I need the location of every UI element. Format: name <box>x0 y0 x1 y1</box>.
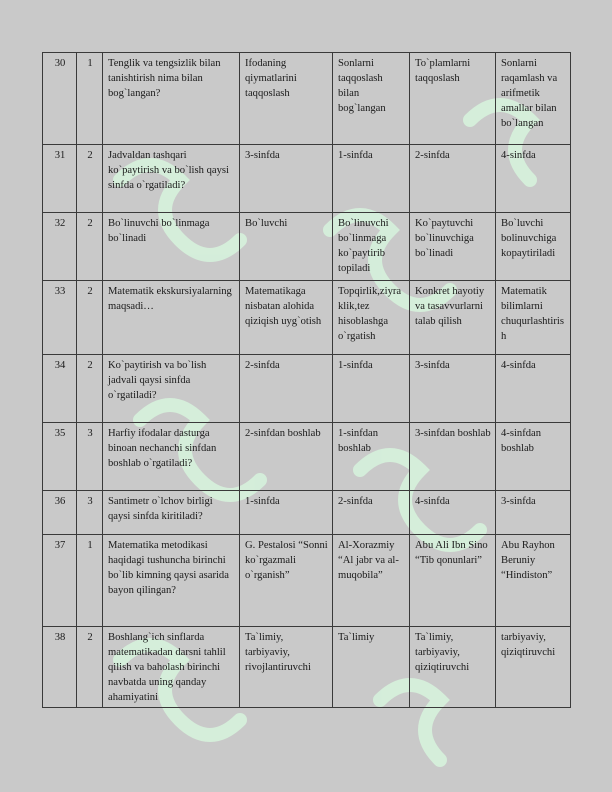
answer-a: 3-sinfda <box>240 145 333 213</box>
answer-a: Bo`luvchi <box>240 213 333 281</box>
answer-a: G. Pestalosi “Sonni ko`rgazmali o`rganish” <box>240 535 333 627</box>
table-row <box>43 355 571 423</box>
question-text: Matematik ekskursiyalarning maqsadi… <box>103 281 240 355</box>
difficulty-level: 2 <box>77 213 103 281</box>
answer-b: Al-Xorazmiy “Al jabr va al-muqobila” <box>333 535 410 627</box>
answer-c: Ta`limiy, tarbiyaviy, qiziqtiruvchi <box>410 627 496 708</box>
question-number: 30 <box>43 53 77 145</box>
question-number: 36 <box>43 491 77 535</box>
question-text: Bo`linuvchi bo`linmaga bo`linadi <box>103 213 240 281</box>
answer-d: Abu Rayhon Beruniy “Hindiston” <box>496 535 571 627</box>
answer-c: 3-sinfdan boshlab <box>410 423 496 491</box>
answer-d: tarbiyaviy, qiziqtiruvchi <box>496 627 571 708</box>
answer-c: 4-sinfda <box>410 491 496 535</box>
difficulty-level: 3 <box>77 491 103 535</box>
answer-c: Abu Ali Ibn Sino “Tib qonunlari” <box>410 535 496 627</box>
answer-c: Ko`paytuvchi bo`linuvchiga bo`linadi <box>410 213 496 281</box>
difficulty-level: 2 <box>77 355 103 423</box>
answer-c: Konkret hayotiy va tasavvurlarni talab qilish <box>410 281 496 355</box>
question-number: 32 <box>43 213 77 281</box>
answer-d: 4-sinfda <box>496 355 571 423</box>
question-text: Boshlang`ich sinflarda matematikadan darsni tahlil qilish va baholash birinchi navbatda uning qanday ahamiyatini <box>103 627 240 708</box>
table-row <box>43 491 571 535</box>
answer-b: 1-sinfda <box>333 355 410 423</box>
answer-c: 3-sinfda <box>410 355 496 423</box>
answer-b: Topqirlik,ziyraklik,tez hisoblashga o`rgatish <box>333 281 410 355</box>
difficulty-level: 2 <box>77 281 103 355</box>
answer-d: 3-sinfda <box>496 491 571 535</box>
question-text: Ko`paytirish va bo`lish jadvali qaysi sinfda o`rgatiladi? <box>103 355 240 423</box>
difficulty-level: 1 <box>77 535 103 627</box>
table-row <box>43 145 571 213</box>
question-number: 37 <box>43 535 77 627</box>
difficulty-level: 2 <box>77 627 103 708</box>
question-number: 38 <box>43 627 77 708</box>
question-number: 31 <box>43 145 77 213</box>
difficulty-level: 1 <box>77 53 103 145</box>
answer-b: Sonlarni taqqoslash bilan bog`langan <box>333 53 410 145</box>
table-row <box>43 627 571 708</box>
answer-c: To`plamlarni taqqoslash <box>410 53 496 145</box>
question-text: Jadvaldan tashqari ko`paytirish va bo`lish qaysi sinfda o`rgatiladi? <box>103 145 240 213</box>
question-number: 34 <box>43 355 77 423</box>
answer-a: Ta`limiy, tarbiyaviy, rivojlantiruvchi <box>240 627 333 708</box>
table-row <box>43 423 571 491</box>
answer-c: 2-sinfda <box>410 145 496 213</box>
answer-d: 4-sinfdan boshlab <box>496 423 571 491</box>
question-number: 35 <box>43 423 77 491</box>
question-text: Harfiy ifodalar dasturga binoan nechanchi sinfdan boshlab o`rgatiladi? <box>103 423 240 491</box>
table-row <box>43 535 571 627</box>
answer-a: Ifodaning qiymatlarini taqqoslash <box>240 53 333 145</box>
answer-b: Ta`limiy <box>333 627 410 708</box>
answer-a: 2-sinfdan boshlab <box>240 423 333 491</box>
question-text: Tenglik va tengsizlik bilan tanishtirish nima bilan bog`langan? <box>103 53 240 145</box>
difficulty-level: 2 <box>77 145 103 213</box>
answer-d: Sonlarni raqamlash va arifmetik amallar bilan bo`langan <box>496 53 571 145</box>
answer-d: Bo`luvchi bolinuvchiga kopaytiriladi <box>496 213 571 281</box>
table-row <box>43 53 571 145</box>
answer-d: Matematik bilimlarni chuqurlashtirish <box>496 281 571 355</box>
answer-a: Matematikaga nisbatan alohida qiziqish uyg`otish <box>240 281 333 355</box>
answer-b: Bo`linuvchi bo`linmaga ko`paytirib topiladi <box>333 213 410 281</box>
answer-a: 1-sinfda <box>240 491 333 535</box>
questions-table <box>42 52 571 708</box>
answer-d: 4-sinfda <box>496 145 571 213</box>
answer-b: 1-sinfdan boshlab <box>333 423 410 491</box>
question-text: Matematika metodikasi haqidagi tushuncha birinchi bo`lib kimning qaysi asarida bayon qilingan? <box>103 535 240 627</box>
table-row <box>43 213 571 281</box>
question-number: 33 <box>43 281 77 355</box>
answer-b: 1-sinfda <box>333 145 410 213</box>
answer-b: 2-sinfda <box>333 491 410 535</box>
answer-a: 2-sinfda <box>240 355 333 423</box>
question-text: Santimetr o`lchov birligi qaysi sinfda kiritiladi? <box>103 491 240 535</box>
table-row <box>43 281 571 355</box>
difficulty-level: 3 <box>77 423 103 491</box>
